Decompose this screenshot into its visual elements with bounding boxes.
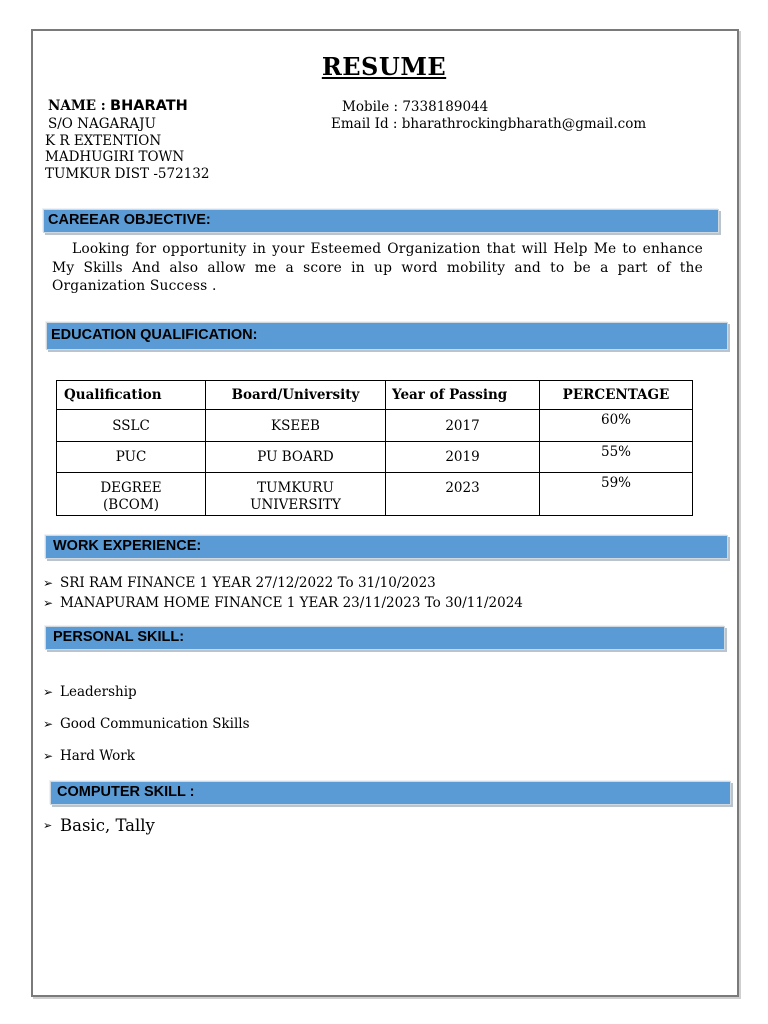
arrow-bullet-icon: ➢ — [43, 717, 54, 731]
section-title: COMPUTER SKILL : — [57, 784, 195, 800]
cell-qualification: DEGREE (BCOM) — [57, 473, 206, 516]
table-row — [57, 410, 693, 442]
list-item: ➢ Leadership — [43, 676, 250, 708]
table-row — [57, 442, 693, 473]
list-item: ➢ SRI RAM FINANCE 1 YEAR 27/12/2022 To 31/10/2023 — [43, 575, 436, 591]
header-year: Year of Passing — [386, 381, 540, 410]
address-line: MADHUGIRI TOWN — [45, 149, 185, 165]
name-label: NAME : — [48, 98, 106, 114]
work-experience-list — [43, 573, 523, 613]
address-line: K R EXTENTION — [45, 133, 162, 149]
address-line: S/O NAGARAJU — [48, 116, 156, 132]
resume-title: RESUME — [321, 52, 447, 81]
cell-qualification: SSLC — [57, 410, 206, 442]
computer-skills-list — [43, 816, 155, 835]
arrow-bullet-icon: ➢ — [43, 596, 54, 610]
candidate-name: BHARATH — [110, 98, 188, 114]
header-percentage: PERCENTAGE — [540, 381, 693, 410]
email-address: Email Id : bharathrockingbharath@gmail.com — [331, 116, 647, 132]
personal-skills-list — [43, 676, 250, 772]
cell-year: 2019 — [386, 442, 540, 473]
section-header-computer — [50, 781, 731, 805]
education-table — [56, 380, 693, 516]
header-qualification: Qualification — [57, 381, 206, 410]
header-board: Board/University — [206, 381, 386, 410]
table-header-row — [57, 381, 693, 410]
address-line: TUMKUR DIST -572132 — [45, 166, 210, 182]
section-header-personal — [45, 626, 725, 650]
arrow-bullet-icon: ➢ — [43, 819, 53, 832]
arrow-bullet-icon: ➢ — [43, 685, 54, 699]
cell-percentage: 55% — [540, 442, 693, 473]
cell-qualification: PUC — [57, 442, 206, 473]
section-title: WORK EXPERIENCE: — [53, 538, 202, 554]
section-header-work — [45, 535, 728, 559]
arrow-bullet-icon: ➢ — [43, 576, 54, 590]
section-header-education — [46, 322, 728, 350]
cell-year: 2017 — [386, 410, 540, 442]
cell-year: 2023 — [386, 473, 540, 516]
cell-percentage: 60% — [540, 410, 693, 442]
table-row — [57, 473, 693, 516]
list-item: ➢ MANAPURAM HOME FINANCE 1 YEAR 23/11/2023 To 30/11/2024 — [43, 595, 523, 611]
cell-board: KSEEB — [206, 410, 386, 442]
list-item: ➢ Hard Work — [43, 740, 250, 772]
cell-percentage: 59% — [540, 473, 693, 516]
cell-board: PU BOARD — [206, 442, 386, 473]
list-item: ➢ Good Communication Skills — [43, 708, 250, 740]
objective-text: Looking for opportunity in your Esteemed Organization that will Help Me to enhance My Skills And also allow me a score in up word mobility and to be a part of the Organization Success . — [52, 241, 703, 294]
section-title: CAREEAR OBJECTIVE: — [48, 212, 211, 228]
section-header-objective — [43, 209, 719, 233]
cell-board: TUMKURU UNIVERSITY — [206, 473, 386, 516]
section-title: EDUCATION QUALIFICATION: — [51, 327, 258, 343]
name-line — [48, 98, 188, 114]
mobile-number: Mobile : 7338189044 — [342, 99, 489, 115]
section-title: PERSONAL SKILL: — [53, 629, 185, 645]
list-item: ➢ Basic, Tally — [43, 816, 155, 835]
arrow-bullet-icon: ➢ — [43, 749, 54, 763]
